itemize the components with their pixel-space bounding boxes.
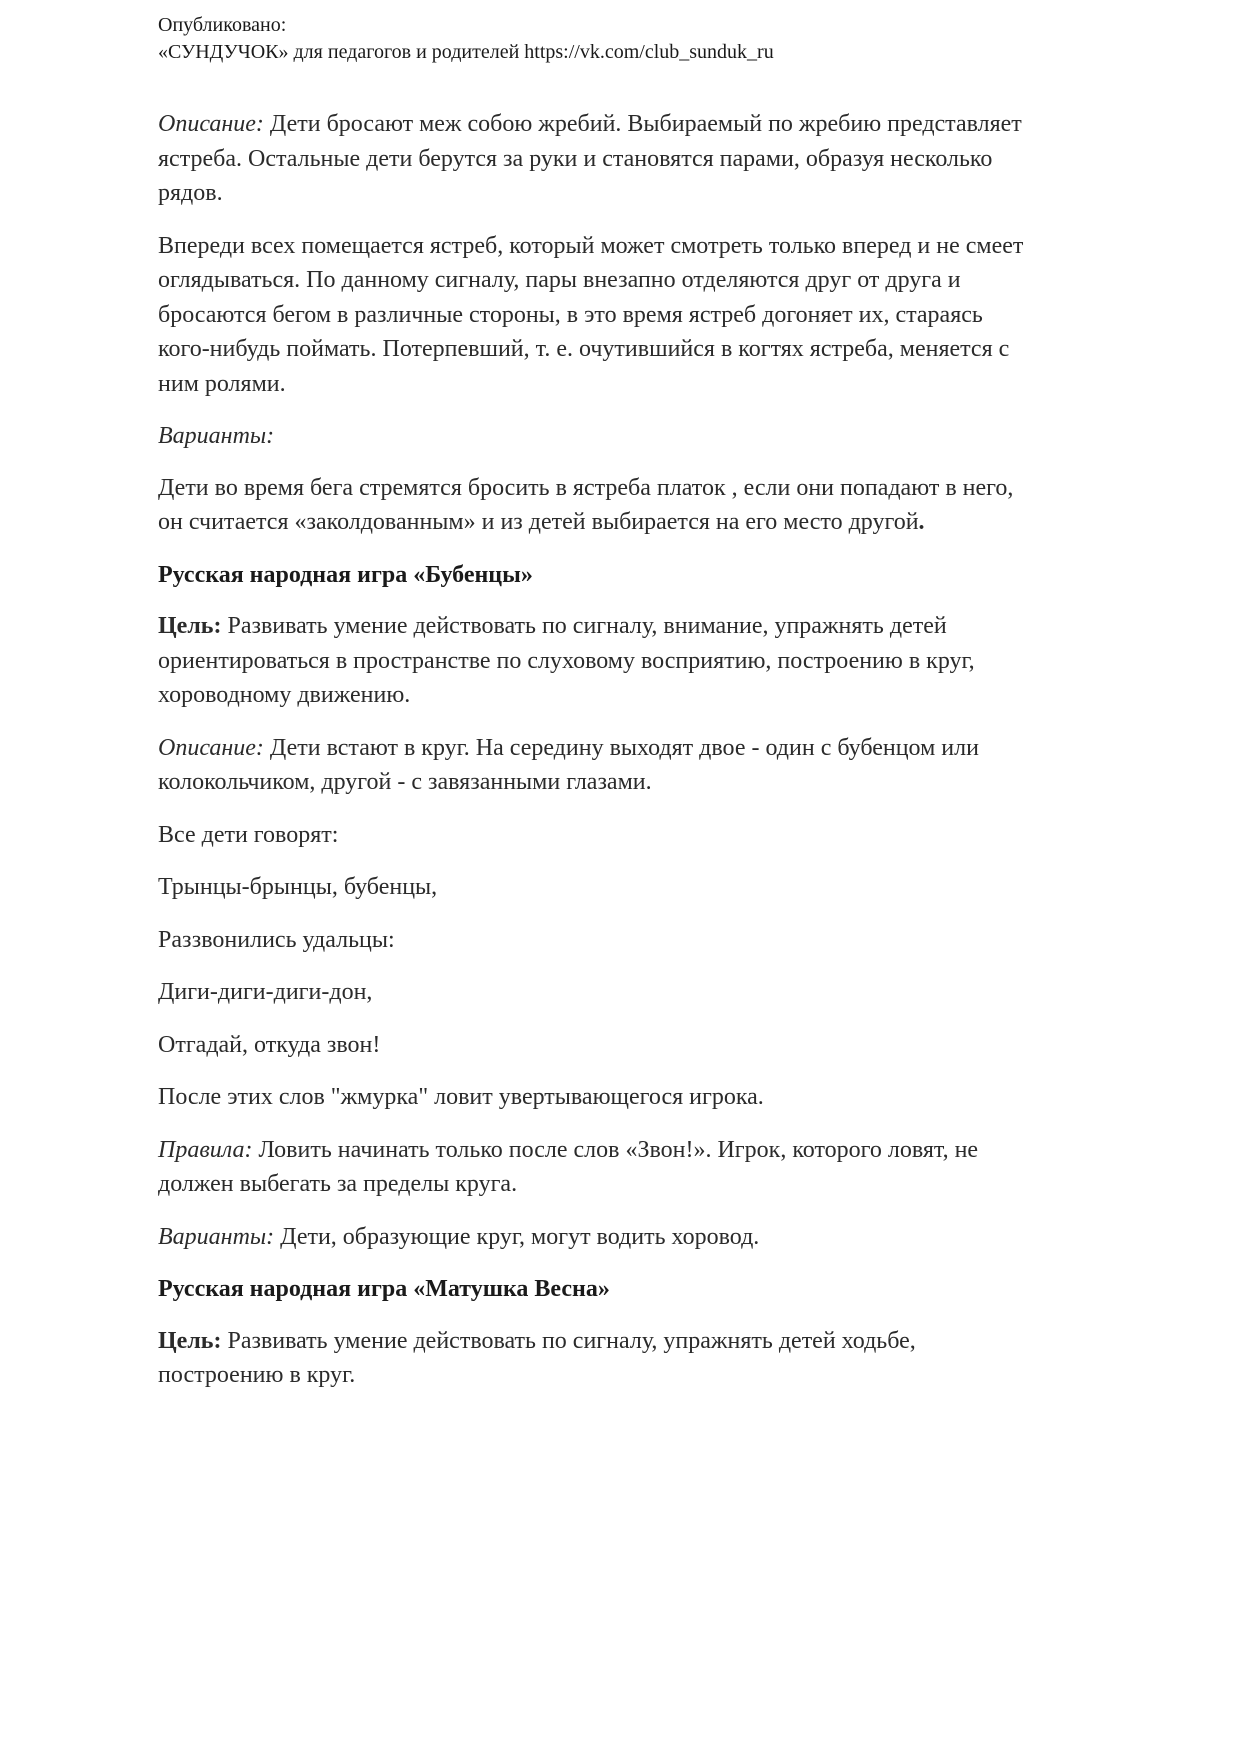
goal-text: Развивать умение действовать по сигналу, упражнять детей ходьбе, построению в круг. <box>158 1327 916 1388</box>
variants-period: . <box>918 509 925 535</box>
publication-header <box>158 12 1058 66</box>
verse-line: Отгадай, откуда звон! <box>158 1031 381 1058</box>
goal-paragraph <box>158 609 1038 713</box>
description-label: Описание: <box>158 111 264 137</box>
goal-label: Цель: <box>158 1327 222 1354</box>
description-label: Описание: <box>158 734 264 761</box>
variants-paragraph <box>158 471 1038 540</box>
game-rules-paragraph: Впереди всех помещается ястреб, который может смотреть только вперед и не смеет оглядываться. По данному сигналу, пары внезапно отделяются друг от друга и бросаются бегом в различные стороны, в это время ястреб догоняет их, стараясь кого-нибудь поймать. Потерпевший, т. е. очутившийся в когтях ястреба, меняется с ним ролями. <box>158 232 1024 397</box>
description-text: Дети бросают меж собою жребий. Выбираемый по жребию представляет ястреба. Остальные дети берутся за руки и становятся парами, образуя несколько рядов. <box>158 111 1022 206</box>
description-paragraph <box>158 731 1038 800</box>
rules-text: Ловить начинать только после слов «Звон!». Игрок, которого ловят, не должен выбегать за пределы круга. <box>158 1136 979 1197</box>
description-paragraph <box>158 107 1038 211</box>
variants-text: Дети, образующие круг, могут водить хоровод. <box>274 1223 760 1250</box>
section-heading: Русская народная игра «Матушка Весна» <box>158 1276 610 1302</box>
section-heading: Русская народная игра «Бубенцы» <box>158 561 533 588</box>
goal-label: Цель: <box>158 613 222 639</box>
goal-text: Развивать умение действовать по сигналу, внимание, упражнять детей ориентироваться в пространстве по слуховому восприятию, построению в круг, хороводному движению. <box>158 613 975 708</box>
variants-paragraph <box>158 1220 1038 1255</box>
verse-line: Раззвонились удальцы: <box>158 926 395 953</box>
verse-line: Трынцы-брынцы, бубенцы, <box>158 874 438 900</box>
rules-paragraph <box>158 1133 1038 1202</box>
rules-label: Правила: <box>158 1136 253 1163</box>
published-label: Опубликовано: <box>158 14 287 36</box>
goal-paragraph <box>158 1324 1038 1393</box>
publisher-line: «СУНДУЧОК» для педагогов и родителей https://vk.com/club_sunduk_ru <box>158 41 774 63</box>
document-body <box>158 107 1038 1411</box>
verse-intro: Все дети говорят: <box>158 821 339 848</box>
variants-label: Варианты: <box>158 423 275 449</box>
variants-label: Варианты: <box>158 1223 275 1250</box>
description-text: Дети встают в круг. На середину выходят двое - один с бубенцом или колокольчиком, другой - с завязанными глазами. <box>158 734 979 795</box>
variants-text: Дети во время бега стремятся бросить в ястреба платок , если они попадают в него, он считается «заколдованным» и из детей выбирается на его место другой <box>158 474 1014 535</box>
verse-line: Диги-диги-диги-дон, <box>158 979 373 1005</box>
after-verse-paragraph: После этих слов "жмурка" ловит увертывающегося игрока. <box>158 1084 764 1110</box>
